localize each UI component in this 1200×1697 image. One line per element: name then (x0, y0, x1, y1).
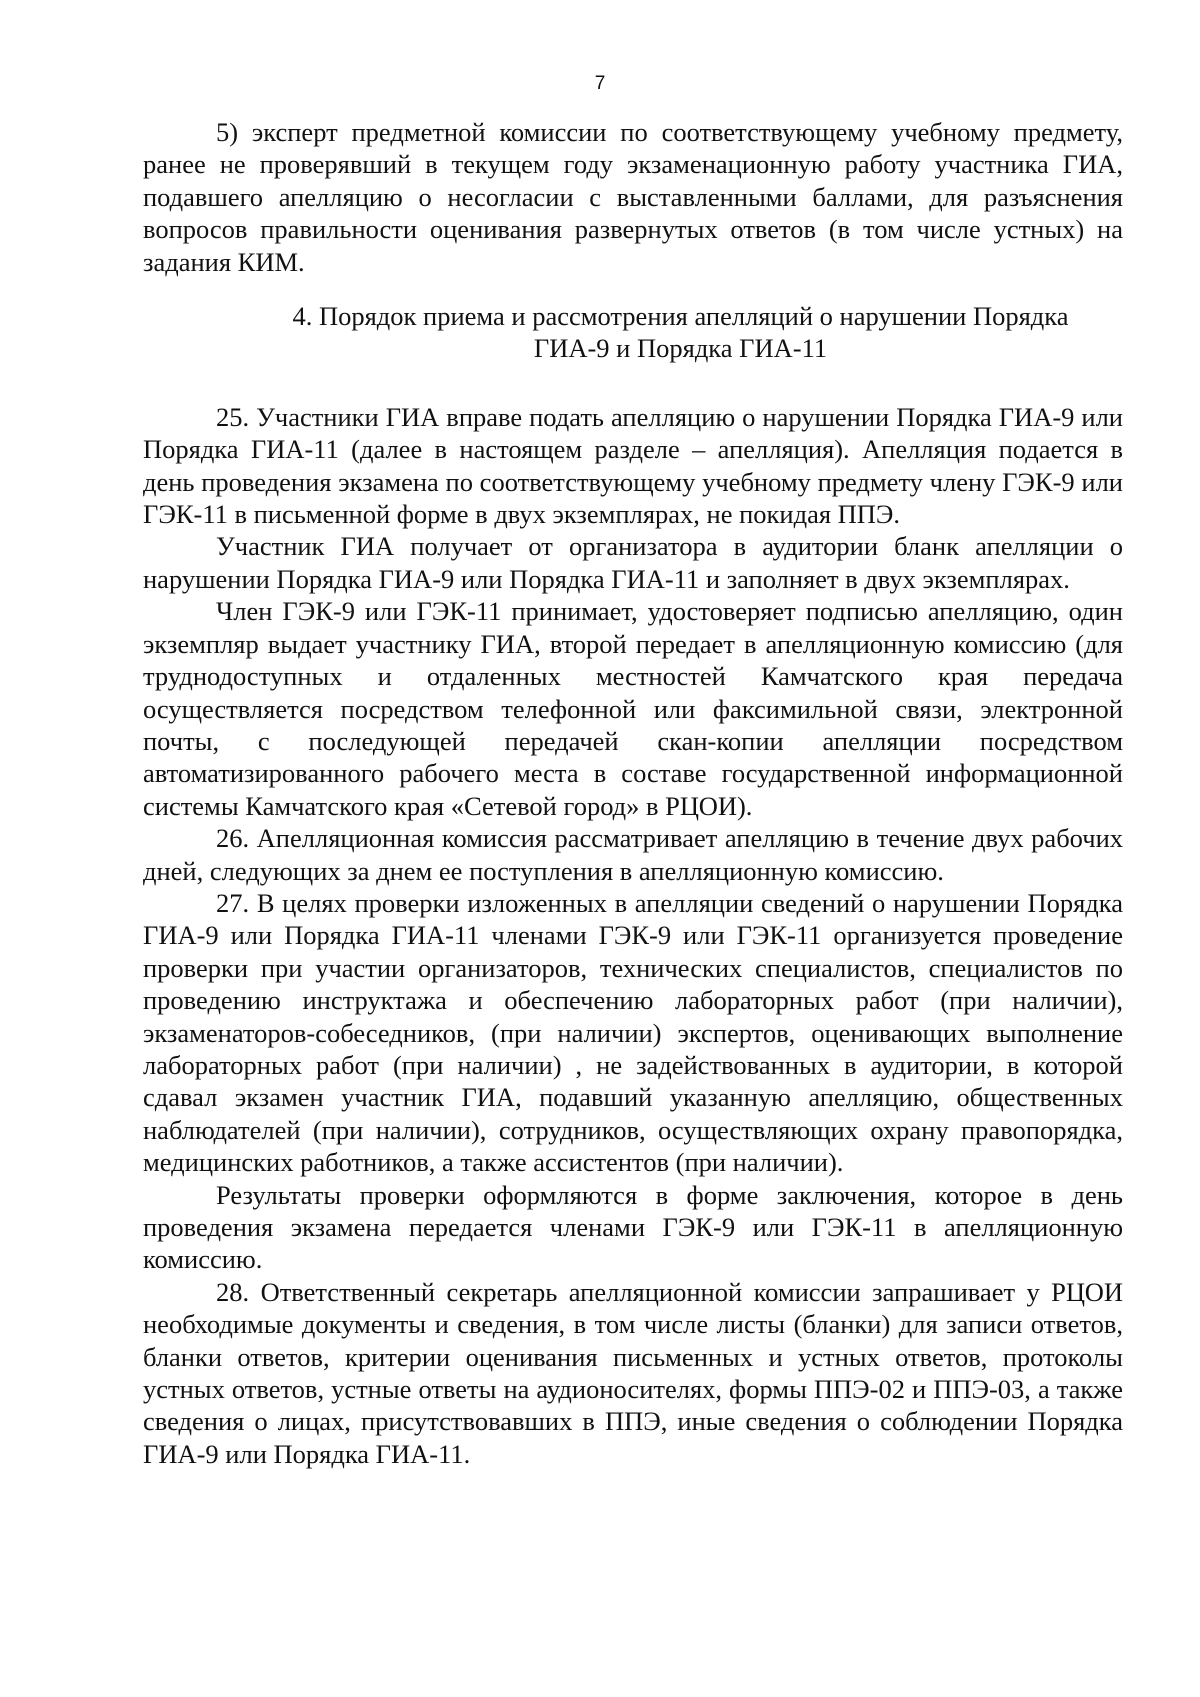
paragraph-item-5: 5) эксперт предметной комиссии по соответствующему учебному предмету, ранее не проверявший в текущем году экзаменационную работу участника ГИА, подавшего апелляцию о несогласии с выставленными баллами, для разъяснения вопросов правильности оценивания развернутых ответов (в том числе устных) на задания КИМ. (143, 117, 1123, 277)
paragraph-27: 27. В целях проверки изложенных в апелляции сведений о нарушении Порядка ГИА-9 или Порядка ГИА-11 членами ГЭК-9 или ГЭК-11 организуется проведение проверки при участии организаторов, технических специалистов, специалистов по проведению инструктажа и обеспечению лабораторных работ (при наличии), экзаменаторов-собеседников, (при наличии) экспертов, оценивающих выполнение лабораторных работ (при наличии) , не задействованных в аудитории, в которой сдавал экзамен участник ГИА, подавший указанную апелляцию, общественных наблюдателей (при наличии), сотрудников, осуществляющих охрану правопорядка, медицинских работников, а также ассистентов (при наличии). (143, 887, 1123, 1178)
paragraph-25-participant: Участник ГИА получает от организатора в аудитории бланк апелляции о нарушении Порядка ГИА-9 или Порядка ГИА-11 и заполняет в двух экземплярах. (143, 531, 1123, 594)
document-body (143, 116, 1123, 1470)
paragraph-26: 26. Апелляционная комиссия рассматривает апелляцию в течение двух рабочих дней, следующих за днем ее поступления в апелляционную комиссию. (143, 823, 1123, 886)
paragraph-25: 25. Участники ГИА вправе подать апелляцию о нарушении Порядка ГИА-9 или Порядка ГИА-11 (далее в настоящем разделе – апелляция). Апелляция подается в день проведения экзамена по соответствующему учебному предмету члену ГЭК-9 или ГЭК-11 в письменной форме в двух экземплярах, не покидая ППЭ. (143, 401, 1123, 530)
paragraph-27-results: Результаты проверки оформляются в форме заключения, которое в день проведения экзамена передается членами ГЭК-9 или ГЭК-11 в апелляционную комиссию. (143, 1179, 1123, 1275)
page-number: 7 (594, 73, 606, 94)
section-heading-line-1: 4. Порядок приема и рассмотрения апелляций о нарушении Порядка (292, 301, 1069, 332)
paragraph-28: 28. Ответственный секретарь апелляционной комиссии запрашивает у РЦОИ необходимые документы и сведения, в том числе листы (бланки) для записи ответов, бланки ответов, критерии оценивания письменных и устных ответов, протоколы устных ответов, устные ответы на аудионосителях, формы ППЭ-02 и ППЭ-03, а также сведения о лицах, присутствовавших в ППЭ, иные сведения о соблюдении Порядка ГИА-9 или Порядка ГИА-11. (143, 1276, 1123, 1469)
section-heading-line-2: ГИА-9 и Порядка ГИА-11 (533, 333, 828, 364)
paragraph-25-gek-member: Член ГЭК-9 или ГЭК-11 принимает, удостоверяет подписью апелляцию, один экземпляр выдает участнику ГИА, второй передает в апелляционную комиссию (для труднодоступных и отдаленных местностей Камчатского края передача осуществляется посредством телефонной или факсимильной связи, электронной почты, с последующей передачей скан-копии апелляции посредством автоматизированного рабочего места в составе государственной информационной системы Камчатского края «Сетевой город» в РЦОИ). (143, 596, 1123, 821)
section-heading (143, 300, 1123, 365)
